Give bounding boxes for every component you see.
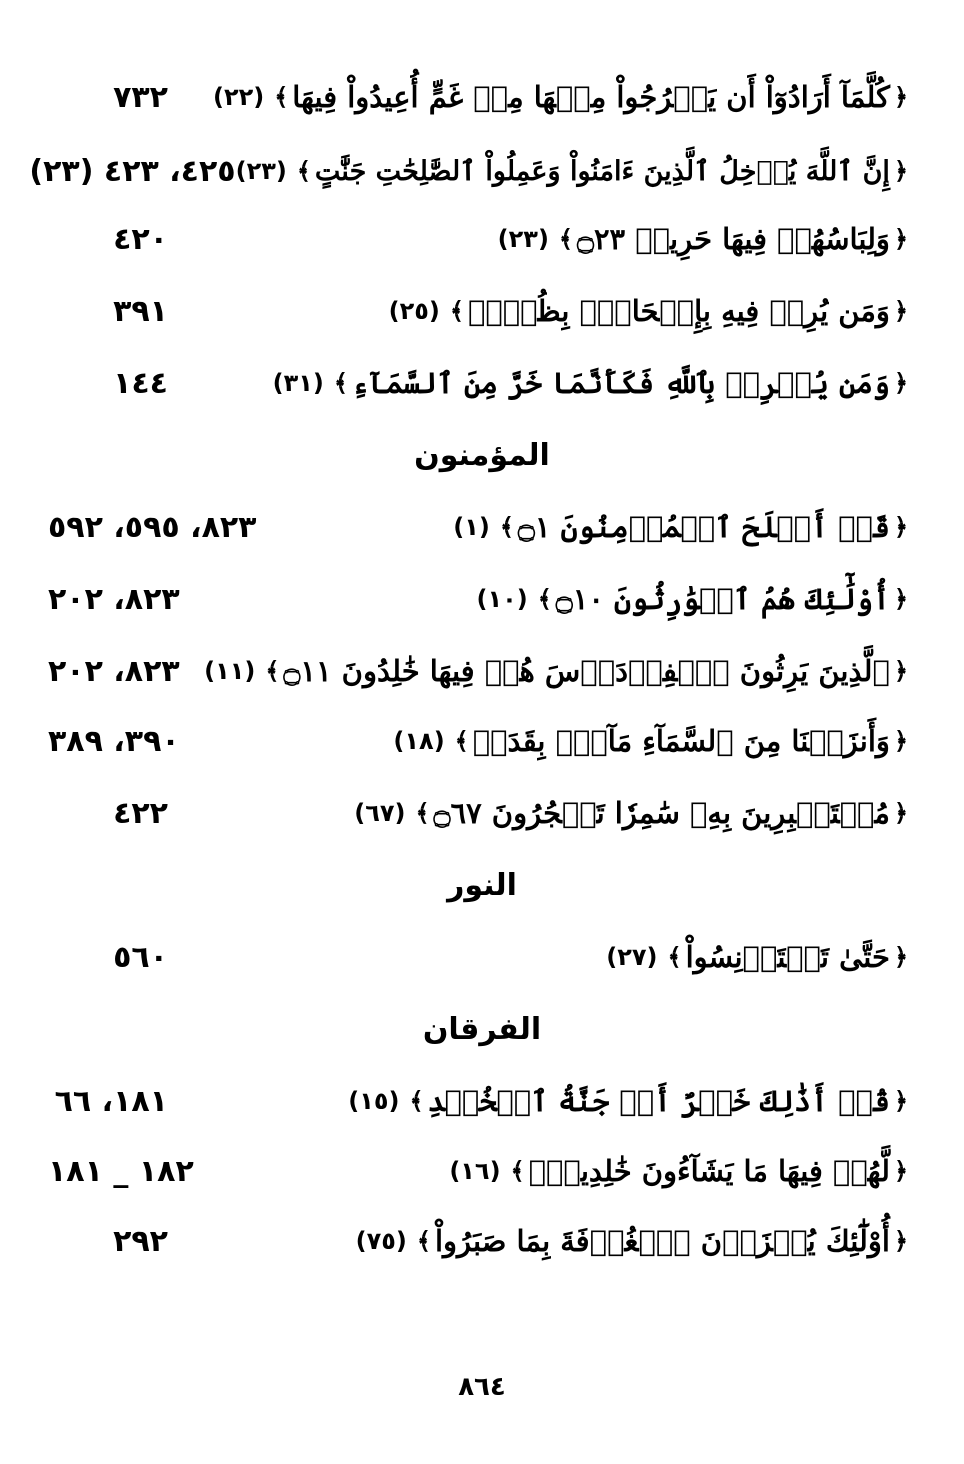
ornament-open: ﴿	[893, 585, 908, 613]
ornament-close: ﴾	[449, 297, 464, 325]
verse-text: أُوْلَٰٓئِكَ يُجۡزَوۡنَ ٱلۡغُرۡفَةَ بِمَا صَبَرُواْ	[434, 1224, 890, 1258]
ornament-close: ﴾	[416, 1227, 431, 1255]
verse-text: وَأَنزَلۡنَا مِنَ ٱلسَّمَآءِ مَآءَۢ بِقَدَرٖ	[472, 724, 890, 758]
verse-quote	[498, 222, 912, 256]
ornament-open: ﴿	[893, 1157, 908, 1185]
index-entry	[48, 708, 912, 774]
surah-heading: النور	[447, 868, 517, 903]
index-entry	[48, 350, 912, 416]
surah-heading: المؤمنون	[414, 438, 550, 473]
page-references: ٣٩٠، ٣٨٩	[48, 723, 180, 759]
verse-number: (٢٧)	[606, 943, 658, 971]
ornament-close: ﴾	[265, 657, 280, 685]
index-entry	[48, 1068, 912, 1134]
verse-quote	[606, 940, 912, 974]
verse-quote	[204, 654, 912, 688]
ornament-close: ﴾	[537, 585, 552, 613]
verse-quote	[348, 1084, 912, 1118]
verse-quote	[393, 724, 912, 758]
ornament-open: ﴿	[893, 1087, 908, 1115]
verse-number: (١٨)	[393, 727, 445, 755]
ornament-open: ﴿	[893, 727, 908, 755]
verse-number: (٣١)	[272, 369, 324, 397]
verse-text: مُسۡتَكۡبِرِينَ بِهِۦ سَٰمِرٗا تَهۡجُرُونَ ۝٦٧	[433, 796, 890, 830]
page-references: ٨٢٣، ٥٩٥، ٥٩٢	[48, 509, 257, 545]
verse-number: (١)	[453, 513, 490, 541]
ornament-open: ﴿	[893, 225, 908, 253]
verse-number: (٦٧)	[354, 799, 406, 827]
page-references: ٥٦٠	[113, 939, 168, 975]
page-references: ١٨١، ٦٦	[54, 1083, 168, 1119]
verse-quote	[476, 582, 912, 616]
index-entry	[48, 924, 912, 990]
verse-number: (٢٣)	[235, 157, 287, 185]
page-references: ٢٩٢	[113, 1223, 168, 1259]
index-entry	[48, 206, 912, 272]
page-references: ٨٢٣، ٢٠٢	[48, 653, 180, 689]
verse-number: (٢٣)	[497, 225, 549, 253]
index-entry	[48, 638, 912, 704]
ornament-close: ﴾	[409, 1087, 424, 1115]
ornament-open: ﴿	[893, 513, 908, 541]
page-references: ٣٩١	[113, 293, 168, 329]
verse-text: وَمَن يُرِدۡ فِيهِ بِإِلۡحَادِۭ بِظُلۡمٖ	[467, 294, 890, 328]
verse-number: (٧٥)	[355, 1227, 407, 1255]
page-references: ٧٣٢	[113, 79, 168, 115]
verse-number: (٢٥)	[388, 297, 440, 325]
verse-text: قَدۡ أَفۡلَحَ ٱلۡمُؤۡمِنُونَ ۝١	[517, 510, 890, 544]
ornament-open: ﴿	[893, 83, 908, 111]
verse-text: قُلۡ أَذَٰلِكَ خَيۡرٌ أَمۡ جَنَّةُ ٱلۡخُلۡدِ	[427, 1084, 890, 1118]
ornament-close: ﴾	[510, 1157, 525, 1185]
ornament-close: ﴾	[415, 799, 430, 827]
page-references: ٤٢٠	[113, 221, 168, 257]
verse-text: أُوْلَٰٓئِكَ هُمُ ٱلۡوَٰرِثُونَ ۝١٠	[555, 582, 890, 616]
ornament-close: ﴾	[558, 225, 573, 253]
ornament-close: ﴾	[454, 727, 469, 755]
verse-number: (٢٢)	[213, 83, 265, 111]
ornament-open: ﴿	[893, 369, 908, 397]
page-number: ٨٦٤	[458, 1372, 506, 1402]
verse-quote	[453, 510, 912, 544]
index-entry	[48, 494, 912, 560]
verse-number: (١٦)	[449, 1157, 501, 1185]
ornament-open: ﴿	[893, 297, 908, 325]
index-entry	[48, 566, 912, 632]
ornament-close: ﴾	[296, 157, 311, 185]
index-entry	[48, 780, 912, 846]
verse-text: لَّهُمۡ فِيهَا مَا يَشَآءُونَ خَٰلِدِينَۚ	[528, 1154, 890, 1188]
ornament-open: ﴿	[893, 157, 908, 185]
verse-quote	[449, 1154, 912, 1188]
verse-text: وَلِبَاسُهُمۡ فِيهَا حَرِيرٞ ۝٢٣	[576, 222, 890, 256]
ornament-close: ﴾	[667, 943, 682, 971]
page-references: ٨٢٣، ٢٠٢	[48, 581, 180, 617]
surah-heading: الفرقان	[422, 1012, 542, 1047]
index-entry	[48, 64, 912, 130]
verse-quote	[389, 294, 912, 328]
verse-text: ٱلَّذِينَ يَرِثُونَ ٱلۡفِرۡدَوۡسَ هُمۡ فِيهَا خَٰلِدُونَ ۝١١	[283, 654, 890, 688]
ornament-open: ﴿	[893, 799, 908, 827]
ornament-open: ﴿	[893, 943, 908, 971]
verse-quote	[273, 366, 912, 400]
verse-quote	[236, 156, 912, 187]
ornament-close: ﴾	[274, 83, 289, 111]
index-entry	[48, 1138, 912, 1204]
verse-quote	[354, 796, 912, 830]
index-entry	[29, 138, 912, 204]
ornament-open: ﴿	[893, 657, 908, 685]
page-references: ١٨٢ _ ١٨١	[48, 1153, 194, 1189]
verse-quote	[356, 1224, 912, 1258]
verse-text: وَمَن يُشۡرِكۡ بِٱللَّهِ فَكَأَنَّمَا خَرَّ مِنَ ٱلسَّمَآءِ	[351, 366, 890, 400]
verse-text: كُلَّمَآ أَرَادُوٓاْ أَن يَخۡرُجُواْ مِنۡهَا مِنۡ غَمٍّ أُعِيدُواْ فِيهَا	[292, 80, 890, 114]
verse-text: إِنَّ ٱللَّهَ يُدۡخِلُ ٱلَّذِينَ ءَامَنُواْ وَعَمِلُواْ ٱلصَّٰلِحَٰتِ جَنَّٰتٍ	[314, 155, 890, 187]
verse-number: (١١)	[204, 657, 256, 685]
page-references: ١٤٤	[113, 365, 168, 401]
verse-number: (١٠)	[476, 585, 528, 613]
page-references: ٤٢٢	[113, 795, 168, 831]
verse-text: حَتَّىٰ تَسۡتَأۡنِسُواْ	[685, 940, 890, 974]
page-references: ٤٢٥، ٤٢٣ (٢٣)	[29, 153, 236, 189]
index-entry	[48, 278, 912, 344]
verse-number: (١٥)	[348, 1087, 400, 1115]
ornament-open: ﴿	[893, 1227, 908, 1255]
verse-quote	[213, 80, 912, 114]
index-entry	[48, 1208, 912, 1274]
ornament-close: ﴾	[333, 369, 348, 397]
ornament-close: ﴾	[499, 513, 514, 541]
